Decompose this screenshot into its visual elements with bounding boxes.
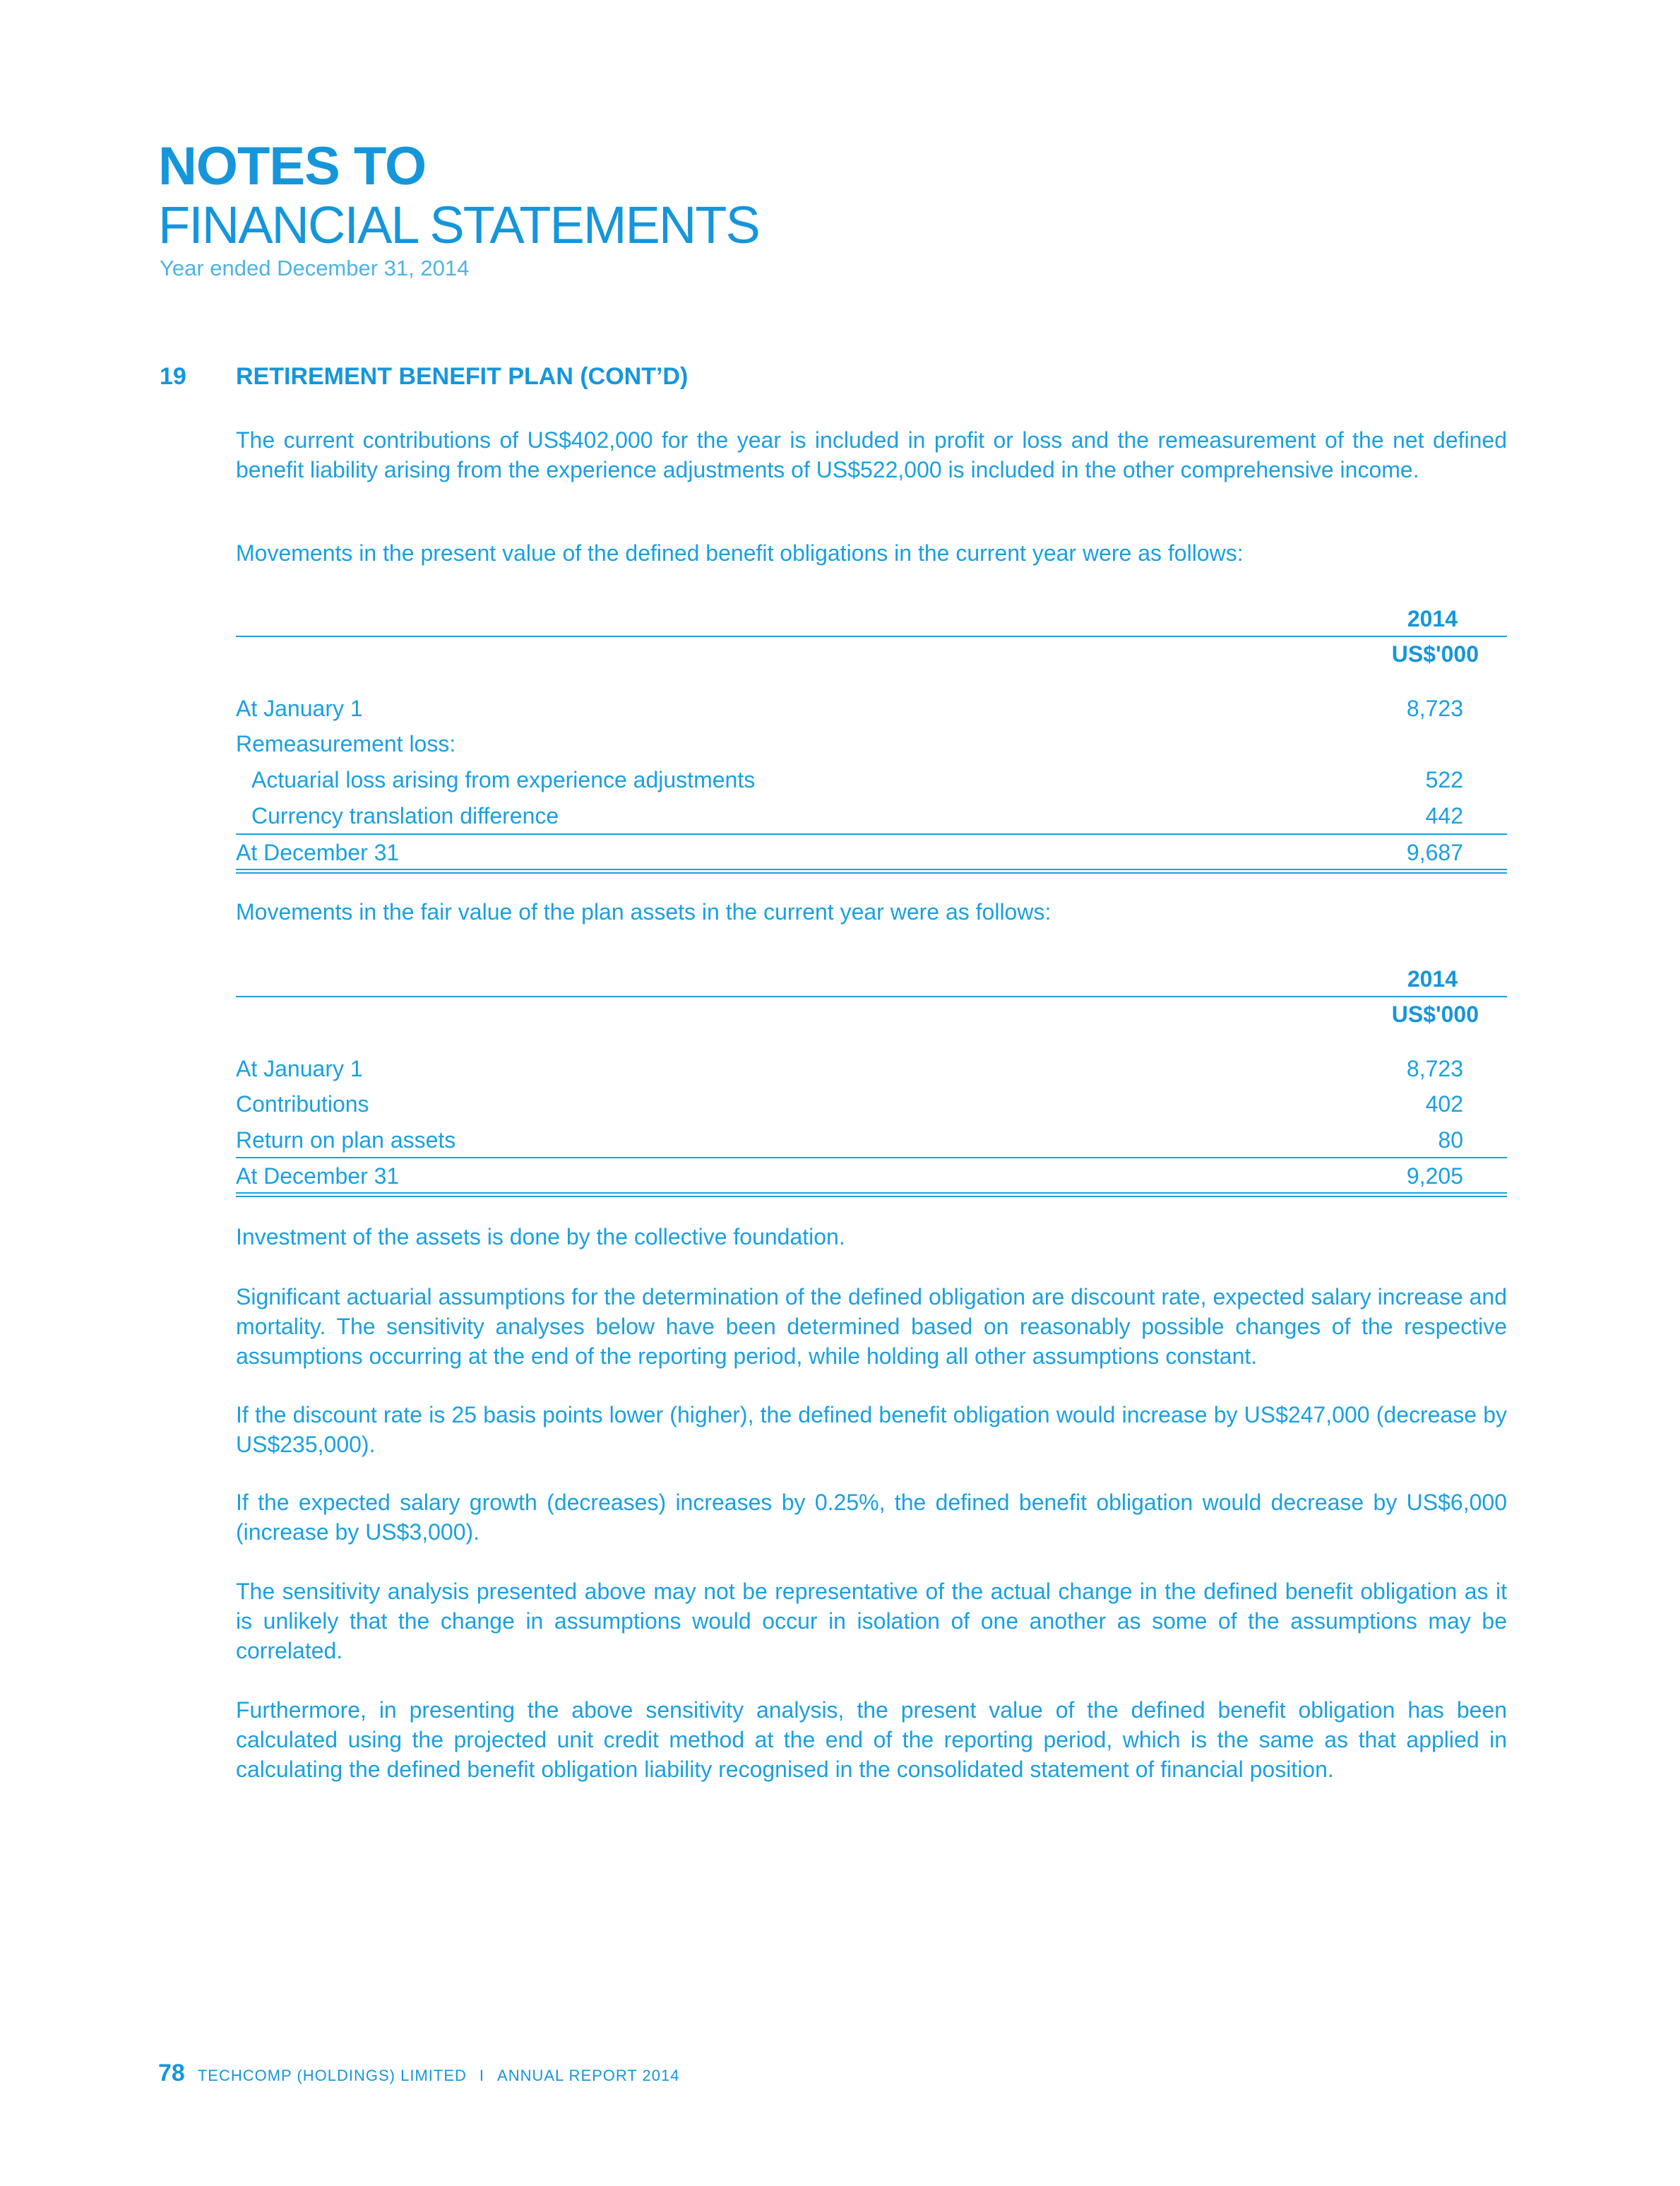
table-header-rule [236, 996, 1507, 997]
table-row-total [236, 1158, 1507, 1194]
row-label: At December 31 [236, 840, 400, 865]
row-label: Currency translation difference [251, 803, 559, 828]
row-value: 402 [1425, 1091, 1463, 1117]
table-row [236, 798, 1507, 833]
paragraph-plan-assets-intro: Movements in the fair value of the plan assets in the current year were as follows: [236, 899, 1052, 925]
paragraph-contributions: The current contributions of US$402,000 for the year is included in profit or loss and the remeasurement of the net defined benefit liability arising from the experience adjustments of US$522,000 is included in the other comprehensive income. [236, 427, 1507, 482]
row-label: Actuarial loss arising from experience adjustments [251, 767, 756, 792]
row-value: 8,723 [1406, 1056, 1463, 1081]
row-label: At January 1 [236, 1056, 363, 1081]
paragraph-method: Furthermore, in presenting the above sensitivity analysis, the present value of the defined benefit obligation has been calculated using the projected unit credit method at the end of the reporting period, which is the same as that applied in calculating the defined benefit obligation liability recognised in the consolidated statement of financial position. [236, 1697, 1507, 1782]
page-subtitle: Year ended December 31, 2014 [160, 256, 470, 280]
page-title-bold: NOTES TO [158, 136, 427, 196]
paragraph-sensitivity-limits: The sensitivity analysis presented above may not be representative of the actual change in the defined benefit obligation as it is unlikely that the change in assumptions would occur in isolation of one another as some of the assumptions may be correlated. [236, 1579, 1507, 1663]
table-year-header: 2014 [1407, 606, 1458, 631]
row-value: 442 [1425, 803, 1463, 828]
paragraph-obligations-intro: Movements in the present value of the defined benefit obligations in the current year were as follows: [236, 540, 1244, 566]
row-value: 9,687 [1406, 840, 1463, 865]
table-row-total [236, 835, 1507, 870]
footer-company: TECHCOMP (HOLDINGS) LIMITED [197, 2067, 467, 2084]
paragraph-assumptions: Significant actuarial assumptions for the determination of the defined obligation are discount rate, expected salary increase and mortality. The sensitivity analyses below have been determined based on reasonably possible changes of the respective assumptions occurring at the end of the reporting period, while holding all other assumptions constant. [236, 1284, 1507, 1369]
table-row [236, 762, 1507, 797]
table-row [236, 691, 1507, 726]
table-row [236, 1122, 1507, 1158]
footer-report: ANNUAL REPORT 2014 [497, 2067, 680, 2084]
total-double-rule [236, 1192, 1507, 1197]
total-double-rule [236, 869, 1507, 874]
paragraph-salary-growth: If the expected salary growth (decreases) increases by 0.25%, the defined benefit obligation would decrease by US$6,000 (increase by US$3,000). [236, 1490, 1507, 1545]
row-value: 9,205 [1406, 1163, 1463, 1189]
table-row [236, 726, 1507, 761]
row-label: Remeasurement loss: [236, 731, 456, 756]
paragraph-discount-rate: If the discount rate is 25 basis points lower (higher), the defined benefit obligation would increase by US$247,000 (decrease by US$235,000). [236, 1402, 1507, 1457]
page-title: FINANCIAL STATEMENTS [158, 196, 759, 254]
table-row [236, 1086, 1507, 1122]
table-unit-header: US$'000 [1391, 1002, 1479, 1027]
row-value: 522 [1425, 767, 1463, 792]
table-year-header: 2014 [1407, 966, 1458, 992]
footer-separator: I [479, 2067, 485, 2084]
page-number: 78 [158, 2060, 185, 2086]
section-number: 19 [160, 363, 186, 390]
section-title: RETIREMENT BENEFIT PLAN (CONT’D) [236, 363, 689, 390]
row-label: Contributions [236, 1091, 369, 1117]
page-footer [158, 2060, 680, 2087]
row-value: 8,723 [1406, 696, 1463, 721]
paragraph-investment: Investment of the assets is done by the collective foundation. [236, 1224, 845, 1249]
row-label: Return on plan assets [236, 1127, 456, 1153]
row-label: At January 1 [236, 696, 363, 721]
row-label: At December 31 [236, 1163, 400, 1189]
row-value: 80 [1438, 1127, 1463, 1153]
table-header-rule [236, 636, 1507, 637]
table-row [236, 1051, 1507, 1086]
table-unit-header: US$'000 [1391, 641, 1479, 667]
